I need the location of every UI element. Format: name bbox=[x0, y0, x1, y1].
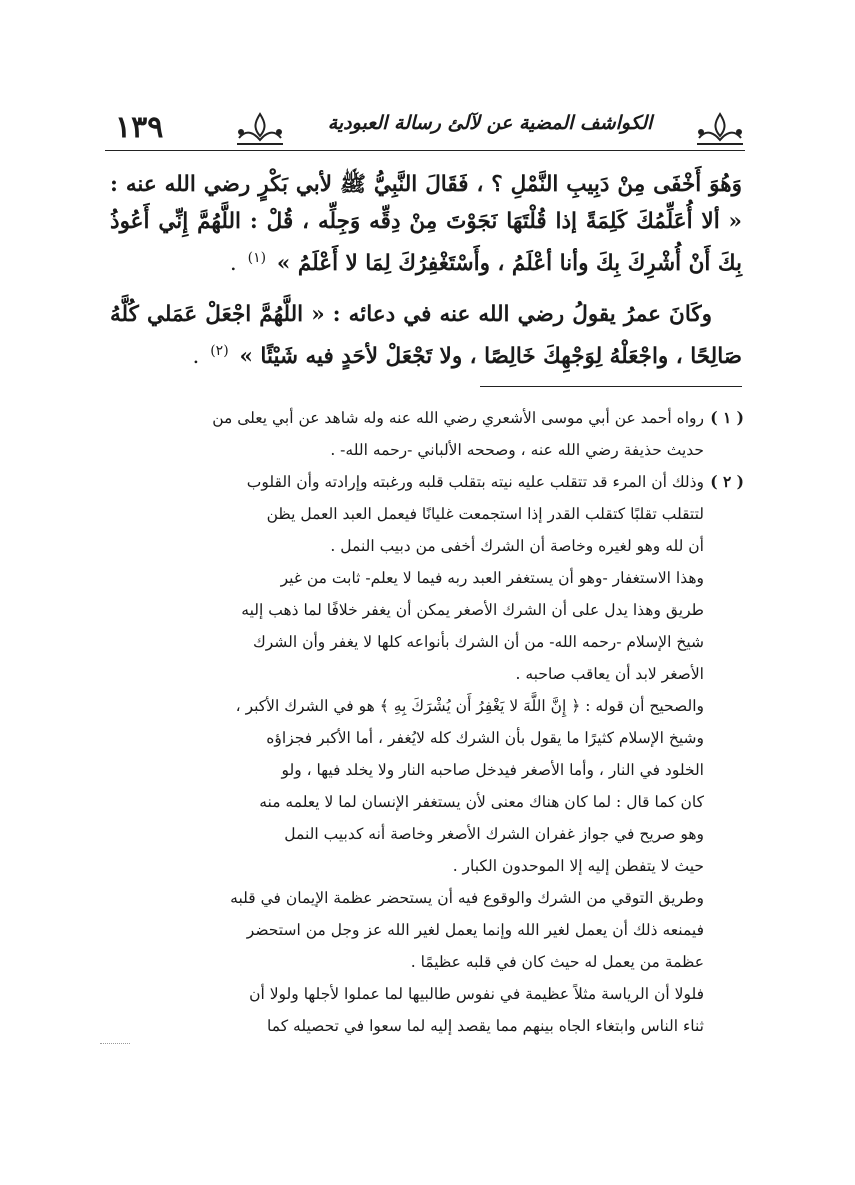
footnote-ref: (٢) bbox=[210, 343, 229, 360]
footnote-line: الخلود في النار ، وأما الأصغر فيدخل صاحبه النار ولا يخلد فيها ، ولو bbox=[281, 761, 704, 779]
main-paragraph: وَهُوَ أَخْفَى مِنْ دَبِيبِ النَّمْلِ ؟ ، فَقَالَ النَّبِيُّ ﷺ لأبي بَكْرٍ رضي الله عنه : « ألا أُعَلِّمُكَ كَلِمَةً إذا قُلْتَهَا نَجَوْتَ مِنْ دِقِّه وَجِلِّه ، قُلْ : اللَّهُمَّ إِنِّي أَعُوذُ بِكَ أَنْ أُشْرِكَ بِكَ وأنا أعْلَمُ ، وأَسْتَغْفِرُكَ لِمَا لا أَعْلَمُ » $^{(١)}$ . bbox=[110, 172, 742, 277]
footnote-line: كان كما قال : لما كان هناك معنى لأن يستغفر الإنسان لما لا يعلمه منه bbox=[259, 793, 704, 811]
footnote-line: حديث حذيفة رضي الله عنه ، وصححه الألباني -رحمه الله- . bbox=[330, 441, 704, 459]
header-rule bbox=[105, 150, 745, 151]
footnote-line: حيث لا يتفطن إليه إلا الموحدون الكبار . bbox=[452, 857, 704, 875]
footnotes bbox=[108, 402, 744, 1042]
margin-mark bbox=[100, 1043, 130, 1044]
footnote-line: الأصغر لابد أن يعاقب صاحبه . bbox=[515, 665, 704, 683]
footnote-line: لتتقلب تقلبًا كتقلب القدر إذا استجمعت غليانًا فيعمل العبد العمل يظن bbox=[266, 505, 704, 523]
footnote-line: عظمة من يعمل له حيث كان في قلبه عظيمًا . bbox=[410, 953, 704, 971]
footnote-line: فلولا أن الرياسة مثلاً عظيمة في نفوس طالبيها لما عملوا لأجلها ولولا أن bbox=[249, 985, 704, 1003]
floral-ornament-icon bbox=[235, 108, 285, 148]
footnote-line: رواه أحمد عن أبي موسى الأشعري رضي الله عنه وله شاهد عن أبي يعلى من bbox=[212, 409, 704, 427]
footnote-separator bbox=[480, 386, 742, 387]
floral-ornament-icon bbox=[695, 108, 745, 148]
footnote bbox=[108, 402, 744, 466]
paragraph-text: وكَانَ عمرُ يقولُ رضي الله عنه في دعائه : « اللَّهُمَّ اجْعَلْ عَمَلي كُلَّهُ صَالِحًا ، واجْعَلْهُ لِوَجْهِكَ خَالِصًا ، ولا تَجْعَلْ لأحَدٍ فيه شَيْئًا » bbox=[110, 302, 742, 370]
footnote-number: ( ٢ ) bbox=[710, 472, 744, 491]
paragraph-text: وَهُوَ أَخْفَى مِنْ دَبِيبِ النَّمْلِ ؟ ، فَقَالَ النَّبِيُّ ﷺ لأبي بَكْرٍ رضي الله عنه : « ألا أُعَلِّمُكَ كَلِمَةً إذا قُلْتَهَا نَجَوْتَ مِنْ دِقِّه وَجِلِّه ، قُلْ : اللَّهُمَّ إِنِّي أَعُوذُ بِكَ أَنْ أُشْرِكَ بِكَ وأنا أعْلَمُ ، وأَسْتَغْفِرُكَ لِمَا لا أَعْلَمُ » bbox=[110, 172, 742, 277]
footnote-line: وشيخ الإسلام كثيرًا ما يقول بأن الشرك كله لايُغفر ، أما الأكبر فجزاؤه bbox=[266, 729, 704, 747]
footnote-line: أن لله وهو لغيره وخاصة أن الشرك أخفى من دبيب النمل . bbox=[330, 537, 704, 555]
footnote-line: والصحيح أن قوله : ﴿ إِنَّ اللَّهَ لا يَغْفِرُ أَن يُشْرَكَ بِهِ ﴾ هو في الشرك الأكبر ، bbox=[235, 697, 704, 715]
footnote-line: ثناء الناس وابتغاء الجاه بينهم مما يقصد إليه لما سعوا في تحصيله كما bbox=[267, 1017, 704, 1035]
footnote-line: وطريق التوقي من الشرك والوقوع فيه أن يستحضر عظمة الإيمان في قلبه bbox=[230, 889, 704, 907]
running-title: الكواشف المضية عن لآلئ رسالة العبودية bbox=[327, 112, 653, 134]
footnote-line: شيخ الإسلام -رحمه الله- من أن الشرك بأنواعه كلها لا يغفر وأن الشرك bbox=[252, 633, 704, 651]
footnote bbox=[108, 466, 744, 1042]
footnote-line: وهو صريح في جواز غفران الشرك الأصغر وخاصة أنه كدبيب النمل bbox=[284, 825, 704, 843]
footnote-line: طريق وهذا يدل على أن الشرك الأصغر يمكن أن يغفر خلافًا لما ذهب إليه bbox=[241, 601, 704, 619]
footnote-line: وهذا الاستغفار -وهو أن يستغفر العبد ربه فيما لا يعلم- ثابت من غير bbox=[280, 569, 704, 587]
footnote-ref: (١) bbox=[247, 250, 267, 266]
footnote-line: وذلك أن المرء قد تتقلب عليه نيته بتقلب قلبه ورغبته وإرادته وأن القلوب bbox=[246, 473, 704, 491]
footnote-line: فيمنعه ذلك أن يعمل لغير الله وإنما يعمل لغير الله عز وجل من استحضر bbox=[246, 921, 704, 939]
page-number: ١٣٩ bbox=[115, 110, 164, 145]
main-text bbox=[110, 166, 742, 375]
page-header bbox=[105, 104, 745, 152]
footnote-number: ( ١ ) bbox=[710, 408, 744, 427]
main-paragraph: وكَانَ عمرُ يقولُ رضي الله عنه في دعائه : « اللَّهُمَّ اجْعَلْ عَمَلي كُلَّهُ صَالِحًا ، واجْعَلْهُ لِوَجْهِكَ خَالِصًا ، ولا تَجْعَلْ لأحَدٍ فيه شَيْئًا » $^{(٢)}$ . bbox=[110, 302, 742, 370]
